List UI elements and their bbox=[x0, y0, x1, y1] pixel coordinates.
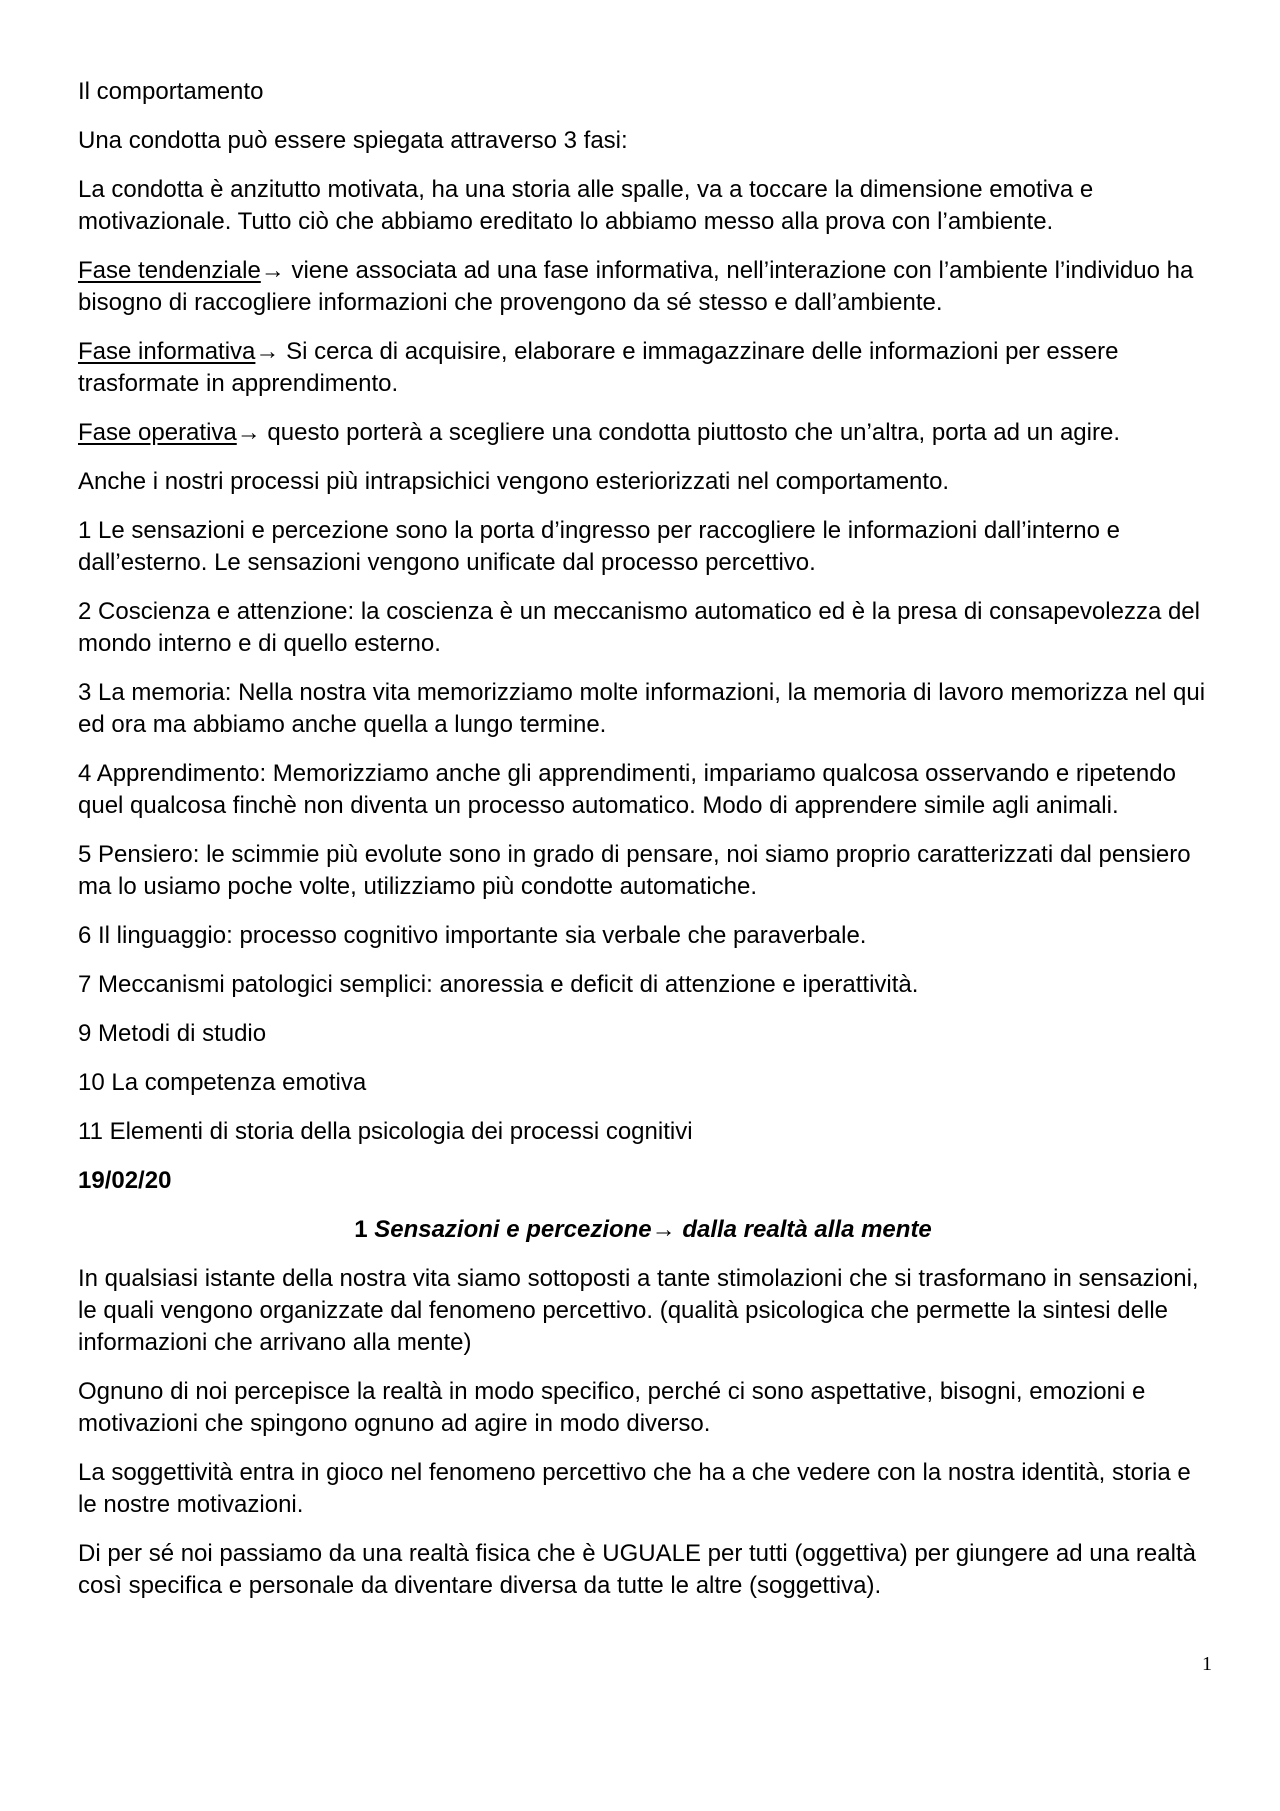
section-subtitle: dalla realtà alla mente bbox=[675, 1216, 932, 1243]
body-paragraph: Ognuno di noi percepisce la realtà in modo specifico, perché ci sono aspettative, bisogni, emozioni e motivazioni che spingono ognuno ad agire in modo diverso. bbox=[78, 1378, 1146, 1437]
topic-item: 3 La memoria: Nella nostra vita memorizziamo molte informazioni, la memoria di lavoro memorizza nel qui ed ora ma abbiamo anche quella a lungo termine. bbox=[78, 679, 1206, 738]
page-title: Il comportamento bbox=[78, 78, 264, 105]
arrow-icon: → bbox=[651, 1216, 676, 1243]
topic-item: 5 Pensiero: le scimmie più evolute sono in grado di pensare, noi siamo proprio caratterizzati dal pensiero ma lo usiamo poche volte, utilizziamo più condotte automatiche. bbox=[78, 841, 1191, 900]
intro-paragraph: Una condotta può essere spiegata attraverso 3 fasi: bbox=[78, 127, 628, 154]
externalization-paragraph: Anche i nostri processi più intrapsichici vengono esteriorizzati nel comportamento. bbox=[78, 468, 950, 495]
phase-text: viene associata ad una fase informativa, nell’interazione con l’ambiente l’individuo ha bisogno di raccogliere informazioni che provengono da sé stesso e dall’ambiente. bbox=[78, 257, 1194, 316]
topic-item: 4 Apprendimento: Memorizziamo anche gli apprendimenti, impariamo qualcosa osservando e ripetendo quel qualcosa finchè non diventa un processo automatico. Modo di apprendere simile agli animali. bbox=[78, 760, 1176, 819]
arrow-icon: → bbox=[255, 338, 280, 365]
arrow-icon: → bbox=[260, 257, 285, 284]
section-number: 1 bbox=[354, 1216, 375, 1243]
section-heading bbox=[78, 1214, 1208, 1246]
body-paragraph: In qualsiasi istante della nostra vita siamo sottoposti a tante stimolazioni che si trasformano in sensazioni, le quali vengono organizzate dal fenomeno percettivo. (qualità psicologica che permette la sintesi delle informazioni che arrivano alla mente) bbox=[78, 1265, 1199, 1356]
page-number: 1 bbox=[1202, 1653, 1212, 1675]
phase-tendenziale bbox=[78, 255, 1208, 319]
phase-term: Fase informativa bbox=[78, 338, 256, 365]
phase-term: Fase operativa bbox=[78, 419, 237, 446]
phase-text: Si cerca di acquisire, elaborare e immagazzinare delle informazioni per essere trasformate in apprendimento. bbox=[78, 338, 1119, 397]
phase-informativa bbox=[78, 336, 1208, 400]
topic-item: 11 Elementi di storia della psicologia dei processi cognitivi bbox=[78, 1118, 693, 1145]
page-content bbox=[78, 76, 1208, 1619]
motivation-paragraph: La condotta è anzitutto motivata, ha una storia alle spalle, va a toccare la dimensione emotiva e motivazionale. Tutto ciò che abbiamo ereditato lo abbiamo messo alla prova con l’ambiente. bbox=[78, 176, 1094, 235]
phase-term: Fase tendenziale bbox=[78, 257, 261, 284]
phase-text: questo porterà a scegliere una condotta piuttosto che un’altra, porta ad un agire. bbox=[260, 419, 1120, 446]
topic-item: 2 Coscienza e attenzione: la coscienza è un meccanismo automatico ed è la presa di consapevolezza del mondo interno e di quello esterno. bbox=[78, 598, 1200, 657]
arrow-icon: → bbox=[236, 419, 261, 446]
topic-item: 1 Le sensazioni e percezione sono la porta d’ingresso per raccogliere le informazioni dall’interno e dall’esterno. Le sensazioni vengono unificate dal processo percettivo. bbox=[78, 517, 1120, 576]
topic-item: 6 Il linguaggio: processo cognitivo importante sia verbale che paraverbale. bbox=[78, 922, 867, 949]
body-paragraph: Di per sé noi passiamo da una realtà fisica che è UGUALE per tutti (oggettiva) per giungere ad una realtà così specifica e personale da diventare diversa da tutte le altre (soggettiva). bbox=[78, 1540, 1196, 1599]
body-paragraph: La soggettività entra in gioco nel fenomeno percettivo che ha a che vedere con la nostra identità, storia e le nostre motivazioni. bbox=[78, 1459, 1191, 1518]
topic-item: 10 La competenza emotiva bbox=[78, 1069, 367, 1096]
topic-item: 7 Meccanismi patologici semplici: anoressia e deficit di attenzione e iperattività. bbox=[78, 971, 919, 998]
topic-item: 9 Metodi di studio bbox=[78, 1020, 267, 1047]
phase-operativa bbox=[78, 417, 1208, 449]
lecture-date: 19/02/20 bbox=[78, 1167, 172, 1194]
section-title: Sensazioni e percezione bbox=[374, 1216, 652, 1243]
